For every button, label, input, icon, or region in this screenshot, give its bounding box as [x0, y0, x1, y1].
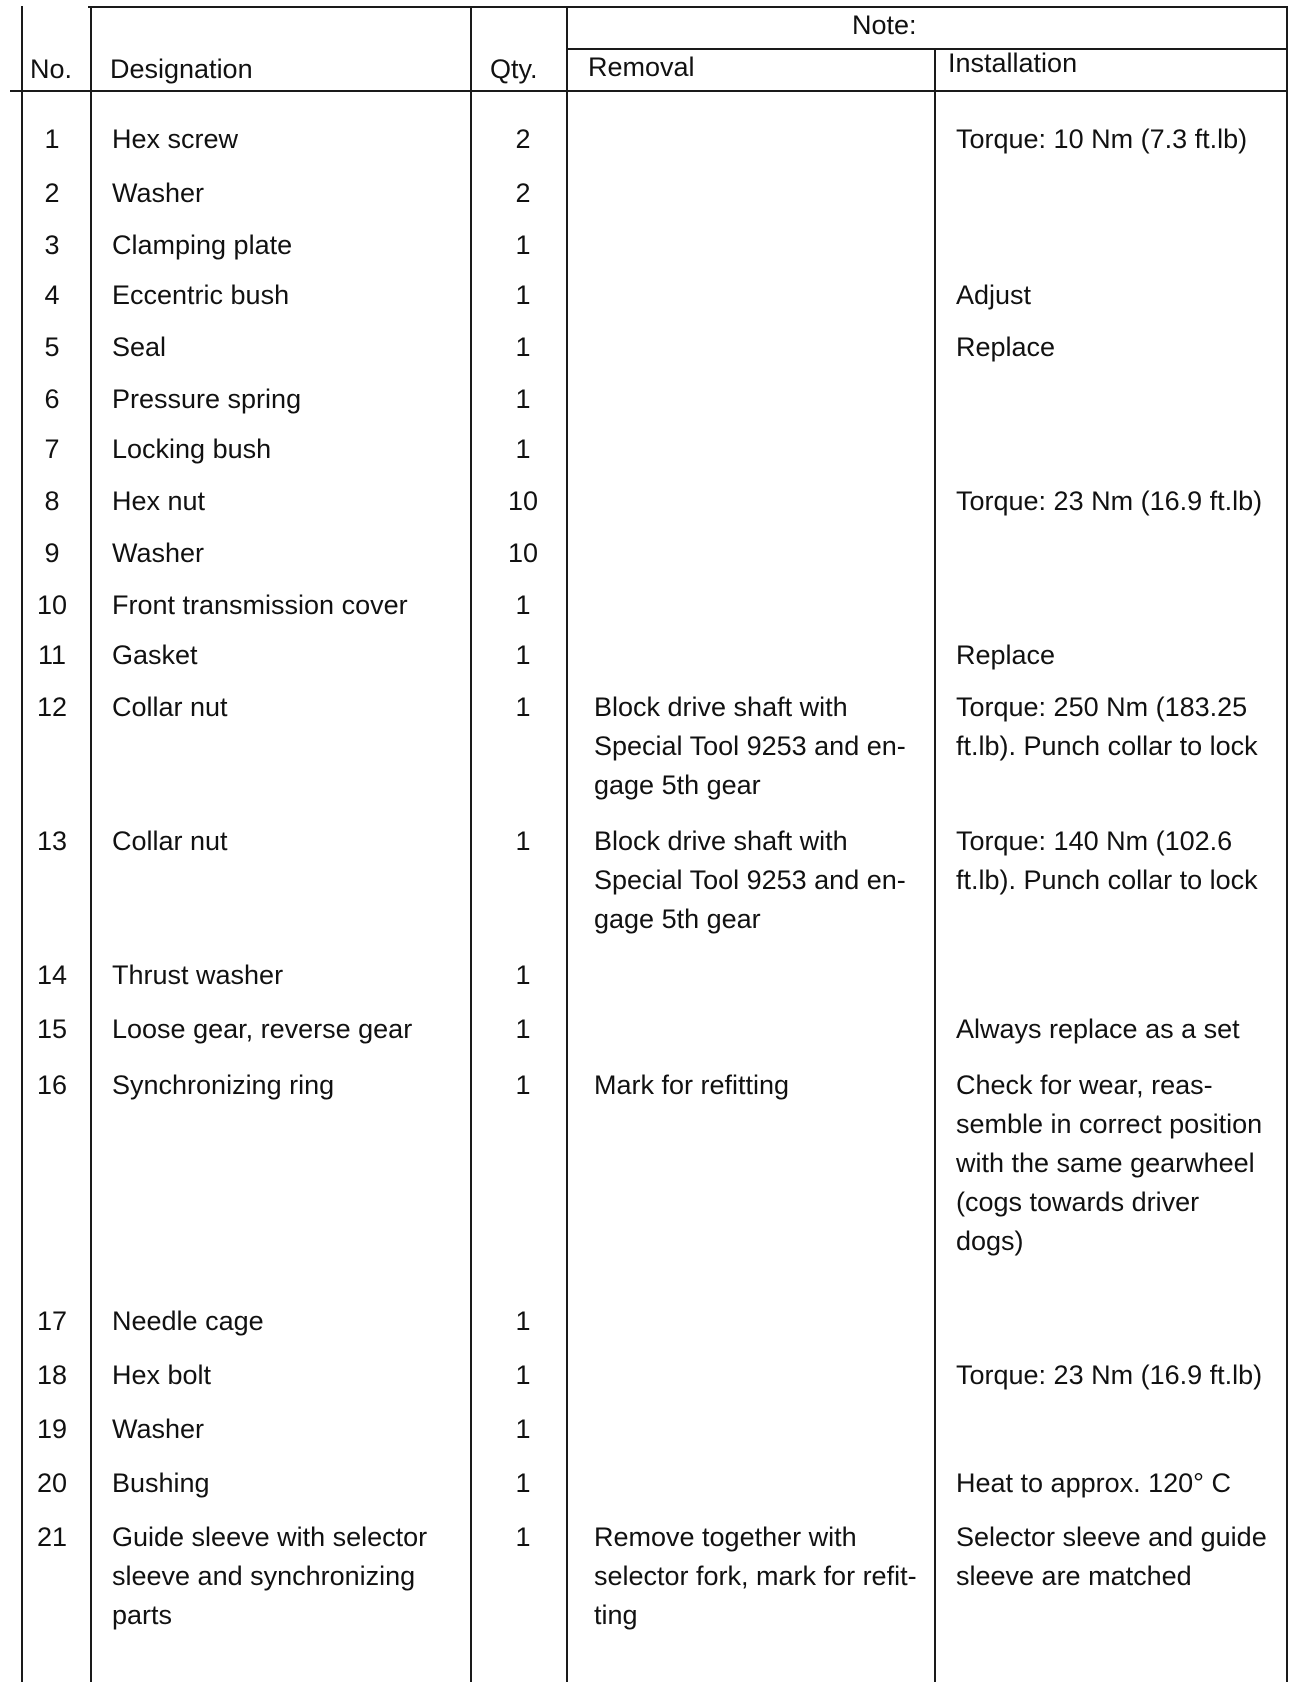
- row-quantity: 1: [515, 1360, 531, 1390]
- row-installation-note: sleeve are matched: [956, 1561, 1192, 1591]
- row-number: 10: [36, 590, 68, 620]
- row-quantity: 1: [515, 1414, 531, 1444]
- row-removal-note: ting: [594, 1600, 638, 1630]
- row-designation: Loose gear, reverse gear: [112, 1014, 413, 1044]
- row-quantity: 1: [515, 692, 531, 722]
- row-quantity: 1: [515, 1522, 531, 1552]
- row-quantity: 1: [515, 960, 531, 990]
- row-removal-note: Block drive shaft with: [594, 692, 848, 722]
- row-designation: Collar nut: [112, 692, 228, 722]
- row-quantity: 10: [507, 538, 539, 568]
- row-installation-note: dogs): [956, 1226, 1024, 1256]
- row-number: 11: [37, 640, 67, 670]
- row-installation-note: Adjust: [956, 280, 1032, 310]
- row-removal-note: Remove together with: [594, 1522, 857, 1552]
- row-installation-note: ft.lb). Punch collar to lock: [956, 865, 1258, 895]
- row-designation: Hex nut: [112, 486, 206, 516]
- row-designation: Front transmission cover: [112, 590, 408, 620]
- row-designation: Gasket: [112, 640, 198, 670]
- row-installation-note: Torque: 10 Nm (7.3 ft.lb): [956, 124, 1248, 154]
- row-installation-note: Torque: 140 Nm (102.6: [956, 826, 1233, 856]
- row-number: 21: [36, 1522, 68, 1552]
- row-number: 8: [44, 486, 60, 516]
- row-number: 5: [44, 332, 60, 362]
- top-rule: [88, 6, 1286, 8]
- row-removal-note: Mark for refitting: [594, 1070, 790, 1100]
- row-designation: Washer: [112, 178, 205, 208]
- row-quantity: 2: [515, 124, 531, 154]
- row-designation: Pressure spring: [112, 384, 302, 414]
- header-no: No.: [30, 54, 73, 84]
- row-quantity: 1: [515, 384, 531, 414]
- row-removal-note: Block drive shaft with: [594, 826, 848, 856]
- row-designation: Synchronizing ring: [112, 1070, 335, 1100]
- row-designation: Seal: [112, 332, 167, 362]
- row-installation-note: (cogs towards driver: [956, 1187, 1200, 1217]
- row-designation: Bushing: [112, 1468, 210, 1498]
- row-number: 4: [44, 280, 60, 310]
- row-quantity: 1: [515, 1468, 531, 1498]
- column-divider-qty: [566, 6, 568, 1682]
- row-installation-note: Check for wear, reas-: [956, 1070, 1213, 1100]
- row-quantity: 2: [515, 178, 531, 208]
- header-installation: Installation: [948, 48, 1078, 78]
- header-bottom-rule: [10, 90, 1288, 92]
- row-quantity: 1: [515, 280, 531, 310]
- column-divider-removal: [934, 48, 936, 1682]
- row-quantity: 1: [515, 332, 531, 362]
- row-designation: Needle cage: [112, 1306, 264, 1336]
- row-designation: Thrust washer: [112, 960, 284, 990]
- row-number: 2: [44, 178, 60, 208]
- row-installation-note: Replace: [956, 332, 1056, 362]
- header-note: Note:: [852, 10, 917, 40]
- row-installation-note: Selector sleeve and guide: [956, 1522, 1267, 1552]
- row-quantity: 1: [515, 1014, 531, 1044]
- row-number: 17: [36, 1306, 68, 1336]
- row-number: 12: [36, 692, 68, 722]
- row-designation: Hex bolt: [112, 1360, 212, 1390]
- row-number: 3: [44, 230, 60, 260]
- row-quantity: 1: [515, 590, 531, 620]
- row-removal-note: selector fork, mark for refit-: [594, 1561, 917, 1591]
- row-installation-note: Torque: 250 Nm (183.25: [956, 692, 1248, 722]
- row-removal-note: Special Tool 9253 and en-: [594, 865, 906, 895]
- row-removal-note: Special Tool 9253 and en-: [594, 731, 906, 761]
- row-designation: Washer: [112, 1414, 205, 1444]
- row-installation-note: semble in correct position: [956, 1109, 1263, 1139]
- right-border: [1286, 6, 1288, 1682]
- row-removal-note: gage 5th gear: [594, 770, 761, 800]
- row-quantity: 1: [515, 1070, 531, 1100]
- row-installation-note: ft.lb). Punch collar to lock: [956, 731, 1258, 761]
- row-designation: Hex screw: [112, 124, 239, 154]
- row-quantity: 1: [515, 434, 531, 464]
- row-installation-note: Torque: 23 Nm (16.9 ft.lb): [956, 486, 1263, 516]
- row-installation-note: Always replace as a set: [956, 1014, 1240, 1044]
- row-quantity: 1: [515, 640, 531, 670]
- row-number: 19: [36, 1414, 68, 1444]
- row-number: 20: [36, 1468, 68, 1498]
- row-installation-note: Replace: [956, 640, 1056, 670]
- note-subheader-rule: [568, 48, 1286, 50]
- row-installation-note: Heat to approx. 120° C: [956, 1468, 1231, 1498]
- column-divider-designation: [470, 6, 472, 1682]
- header-removal: Removal: [588, 52, 695, 82]
- row-designation: Washer: [112, 538, 205, 568]
- row-number: 9: [44, 538, 60, 568]
- header-qty: Qty.: [490, 54, 538, 84]
- column-divider-no: [90, 6, 92, 1682]
- row-number: 15: [36, 1014, 68, 1044]
- header-designation: Designation: [110, 54, 253, 84]
- row-quantity: 1: [515, 826, 531, 856]
- row-designation: parts: [112, 1600, 173, 1630]
- row-designation: Locking bush: [112, 434, 272, 464]
- row-designation: Collar nut: [112, 826, 228, 856]
- row-number: 16: [36, 1070, 68, 1100]
- row-designation: sleeve and synchronizing: [112, 1561, 416, 1591]
- row-quantity: 1: [515, 1306, 531, 1336]
- row-quantity: 10: [507, 486, 539, 516]
- row-number: 18: [36, 1360, 68, 1390]
- row-quantity: 1: [515, 230, 531, 260]
- row-removal-note: gage 5th gear: [594, 904, 761, 934]
- row-designation: Clamping plate: [112, 230, 293, 260]
- row-number: 7: [44, 434, 60, 464]
- row-designation: Eccentric bush: [112, 280, 290, 310]
- row-number: 13: [36, 826, 68, 856]
- row-number: 1: [44, 124, 60, 154]
- row-designation: Guide sleeve with selector: [112, 1522, 428, 1552]
- row-number: 14: [36, 960, 68, 990]
- row-installation-note: Torque: 23 Nm (16.9 ft.lb): [956, 1360, 1263, 1390]
- row-installation-note: with the same gearwheel: [956, 1148, 1255, 1178]
- row-number: 6: [44, 384, 60, 414]
